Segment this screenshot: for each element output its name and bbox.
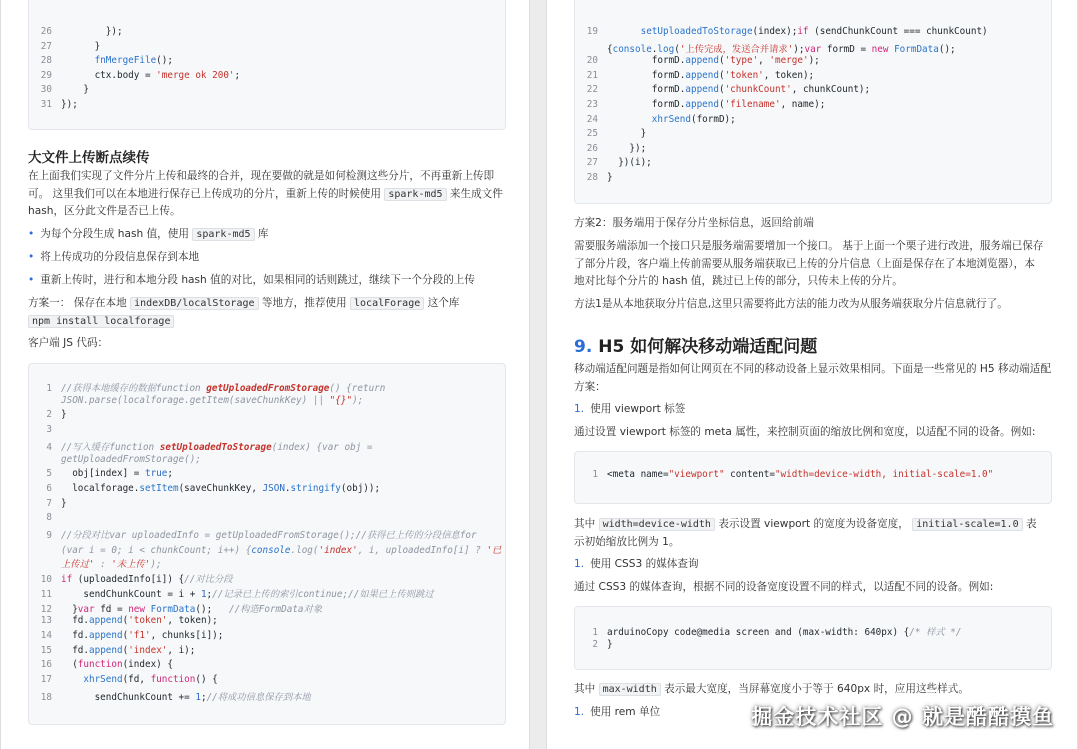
line-number: 17 bbox=[40, 674, 52, 685]
line-number: 24 bbox=[586, 113, 598, 125]
bullet-item: • 将上传成功的分段信息保存到本地 bbox=[28, 251, 200, 263]
code-line bbox=[29, 498, 499, 509]
code-line bbox=[575, 114, 1045, 125]
code-line bbox=[575, 99, 1045, 110]
code-text: } bbox=[607, 172, 613, 183]
line-number: 26 bbox=[586, 142, 598, 154]
code-text: ctx.body = 'merge ok 200'; bbox=[61, 69, 241, 81]
line-number: 18 bbox=[40, 691, 52, 703]
code-block-viewport bbox=[574, 451, 1052, 504]
plan-one-line-2 bbox=[28, 313, 508, 331]
code-text: fd.append('token', token); bbox=[61, 615, 218, 627]
code-text: } bbox=[61, 497, 67, 509]
code-line bbox=[29, 424, 499, 435]
code-text: formD.append('type', 'merge'); bbox=[607, 55, 820, 67]
line-number: 27 bbox=[40, 40, 52, 52]
inline-code: indexDB/localStorage bbox=[130, 297, 258, 310]
code-line bbox=[29, 439, 499, 453]
code-line bbox=[575, 624, 1045, 638]
line-number: 27 bbox=[586, 157, 598, 169]
code-text: //分段对比var uploadedInfo = getUploadedFromStorage();//获得已上传的分段信息for bbox=[61, 530, 477, 541]
code-line bbox=[29, 41, 499, 52]
code-line bbox=[575, 128, 1045, 139]
code-line bbox=[29, 483, 499, 494]
code-text: 上传过' : '未上传'); bbox=[61, 559, 162, 571]
line-number: 10 bbox=[40, 574, 52, 586]
code-line bbox=[575, 26, 1045, 37]
line-number: 26 bbox=[40, 26, 52, 37]
code-line bbox=[575, 157, 1045, 168]
code-line bbox=[29, 542, 502, 556]
plan-one-paragraph bbox=[28, 295, 508, 330]
code-line bbox=[29, 70, 499, 81]
code-text: xhrSend(fd, function() { bbox=[83, 674, 218, 685]
code-line bbox=[29, 380, 499, 394]
code-text: sendChunkCount += 1;//将成功信息保存到本地 bbox=[61, 691, 311, 703]
watermark: 掘金技术社区 @ 就是酷酷摸鱼 bbox=[751, 705, 1054, 729]
code-line bbox=[29, 615, 499, 626]
code-line bbox=[29, 26, 499, 37]
line-number: 7 bbox=[46, 497, 52, 509]
line-number: 1 bbox=[592, 627, 598, 638]
line-number: 14 bbox=[40, 629, 52, 641]
code-text: formD.append('chunkCount', chunkCount); bbox=[607, 84, 871, 96]
line-number: 12 bbox=[40, 603, 52, 615]
left-page bbox=[0, 0, 530, 749]
line-number: 31 bbox=[40, 99, 52, 110]
line-number: 5 bbox=[46, 468, 52, 480]
code-line bbox=[29, 409, 499, 420]
right-page bbox=[546, 0, 1078, 749]
intro-line-1: 在上面我们实现了文件分片上传和最终的合并，现在要做的就是如何检测这些分片，不再重新上传即 bbox=[28, 170, 495, 182]
line-number: 15 bbox=[40, 644, 52, 656]
code-line bbox=[29, 527, 499, 541]
line-number: 11 bbox=[40, 588, 52, 600]
inline-code: max-width bbox=[599, 683, 661, 696]
code-text: } bbox=[607, 638, 613, 650]
code-block-client-js bbox=[28, 363, 506, 725]
code-line bbox=[29, 674, 499, 685]
line-number: 6 bbox=[46, 482, 52, 494]
code-text: }); bbox=[61, 26, 123, 37]
inline-code: spark-md5 bbox=[384, 188, 446, 201]
bullet-dot-icon: • bbox=[28, 228, 35, 240]
intro-line-2: 可。 这里我们可以在本地进行保存已上传成功的分片，重新上传的时候使用 spark-md5 来生成文件 bbox=[28, 187, 503, 200]
code-line bbox=[29, 454, 499, 465]
code-text: formD.append('token', token); bbox=[607, 69, 815, 81]
server-paragraph: 需要服务端添加一个接口只是服务端需要增加一个接口。 基于上面一个栗子进行改进，服务端已保存 了部分片段，客户端上传前需要从服务端获取已上传的分片信息（上面是保存在了本地浏览器），本 地对比每个分片的 hash 值，跳过已上传的部分，只传未上传的分片。 bbox=[574, 240, 1044, 287]
line-number: 9 bbox=[46, 530, 52, 541]
line-number: 25 bbox=[586, 128, 598, 140]
code-text: {console.log('上传完成，发送合并请求');var formD = new FormData(); bbox=[607, 43, 956, 55]
ordered-item: 1. 使用 viewport 标签 bbox=[574, 403, 686, 415]
bullet-dot-icon: • bbox=[28, 274, 35, 286]
code-block-merge-request bbox=[574, 0, 1052, 204]
code-line bbox=[29, 659, 499, 670]
section-title: 9. H5 如何解决移动端适配问题 bbox=[574, 337, 818, 357]
code-line bbox=[29, 55, 499, 66]
code-text: if (uploadedInfo[i]) {//对比分段 bbox=[61, 574, 233, 586]
code-line bbox=[29, 571, 499, 585]
code-text: } bbox=[61, 84, 89, 96]
plan-two-label: 方案2：服务端用于保存分片坐标信息，返回给前端 bbox=[574, 217, 814, 229]
code-text: }); bbox=[61, 99, 78, 110]
code-line bbox=[29, 601, 499, 615]
code-text: formD.append('filename', name); bbox=[607, 99, 826, 110]
code-line bbox=[575, 55, 1045, 66]
section-number: 9. bbox=[574, 337, 593, 357]
code-text: JSON.parse(localforage.getItem(saveChunkKey) || "{}"); bbox=[61, 394, 364, 406]
code-text: fnMergeFile(); bbox=[94, 55, 173, 67]
intro-line-3: hash，区分此文件是否已上传。 bbox=[28, 205, 181, 217]
line-number: 4 bbox=[46, 441, 52, 453]
line-number: 1 bbox=[592, 469, 598, 480]
code-text: } bbox=[607, 128, 647, 140]
line-number: 2 bbox=[46, 409, 52, 421]
code-line bbox=[575, 84, 1045, 95]
code-block-media-query bbox=[574, 606, 1052, 670]
inline-code: width=device-width bbox=[599, 518, 715, 531]
code-text: (var i = 0; i < chunkCount; i++) {console.log('index', i, uploadedInfo[i] ? '已 bbox=[61, 544, 502, 556]
code-text: setUploadedToStorage(index);if (sendChunkCount === chunkCount) bbox=[640, 26, 988, 37]
code-text: fd.append('index', i); bbox=[61, 644, 196, 656]
code-text: }var fd = new FormData(); //构造FormData对象 bbox=[61, 603, 323, 615]
line-number: 8 bbox=[46, 512, 52, 524]
code-line bbox=[29, 586, 499, 600]
code-text: arduinoCopy code@media screen and (max-width: 640px) {/* 样式 */ bbox=[607, 627, 962, 638]
ordered-item: 1. 使用 rem 单位 bbox=[574, 706, 661, 718]
line-number: 2 bbox=[592, 638, 598, 650]
line-number: 22 bbox=[586, 84, 598, 96]
code-text: getUploadedFromStorage(); bbox=[61, 453, 201, 465]
line-number: 19 bbox=[586, 26, 598, 37]
inline-code: localForage bbox=[350, 297, 424, 310]
code-text: }); bbox=[607, 142, 647, 154]
code-line bbox=[29, 689, 499, 703]
code-text: fd.append('f1', chunks[i]); bbox=[61, 629, 224, 641]
client-code-label: 客户端 JS 代码： bbox=[28, 337, 109, 349]
inline-code: npm install localforage bbox=[28, 315, 174, 328]
intro-paragraph bbox=[28, 168, 508, 221]
media-query-paragraph: 通过 CSS3 的媒体查询，根据不同的设备宽度设置不同的样式，以适配不同的设备。例如: bbox=[574, 581, 994, 593]
code-text: <meta name="viewport" content="width=device-width, initial-scale=1.0" bbox=[607, 469, 994, 480]
line-number: 28 bbox=[586, 172, 598, 183]
code-line bbox=[575, 639, 1045, 650]
code-text: localforage.setItem(saveChunkKey, JSON.stringify(obj)); bbox=[61, 482, 381, 494]
method-one-paragraph: 方法1是从本地获取分片信息,这里只需要将此方法的能力改为从服务端获取分片信息就行了。 bbox=[574, 298, 1008, 310]
code-line bbox=[575, 70, 1045, 81]
line-number: 28 bbox=[40, 55, 52, 67]
code-text: //获得本地缓存的数据function getUploadedFromStorage() {return bbox=[61, 383, 386, 394]
code-line bbox=[575, 172, 1045, 183]
bullet-dot-icon: • bbox=[28, 251, 35, 263]
line-number: 16 bbox=[40, 659, 52, 671]
mobile-intro-paragraph: 移动端适配问题是指如何让网页在不同的移动设备上显示效果相同。下面是一些常见的 H5 移动端适配 方案： bbox=[574, 363, 1051, 393]
code-text: } bbox=[61, 40, 101, 52]
viewport-explain-paragraph: 其中 width=device-width 表示设置 viewport 的宽度为设备宽度， initial-scale=1.0 表 示初始缩放比例为 1。 bbox=[574, 518, 1037, 548]
line-number: 3 bbox=[46, 424, 52, 436]
max-width-paragraph: 其中 max-width 表示最大宽度，当屏幕宽度小于等于 640px 时，应用这些样式。 bbox=[574, 683, 969, 695]
bullet-item: • 为每个分段生成 hash 值，使用 spark-md5 库 bbox=[28, 228, 269, 240]
line-number: 23 bbox=[586, 99, 598, 110]
line-number: 21 bbox=[586, 69, 598, 81]
code-line bbox=[29, 99, 499, 110]
line-number: 30 bbox=[40, 84, 52, 96]
code-line bbox=[29, 512, 499, 523]
code-text: //写入缓存function setUploadedToStorage(index) {var obj = bbox=[61, 441, 373, 453]
inline-code: initial-scale=1.0 bbox=[912, 518, 1022, 531]
code-line bbox=[29, 395, 499, 406]
bullet-item: • 重新上传时，进行和本地分段 hash 值的对比，如果相同的话则跳过，继续下一个分段的上传 bbox=[28, 274, 475, 286]
code-line bbox=[29, 630, 499, 641]
line-number: 13 bbox=[40, 615, 52, 627]
line-number: 29 bbox=[40, 69, 52, 81]
code-line bbox=[575, 469, 1045, 480]
code-text: })(i); bbox=[607, 157, 652, 169]
ordered-item: 1. 使用 CSS3 的媒体查询 bbox=[574, 558, 699, 570]
code-line bbox=[29, 84, 499, 95]
viewport-paragraph: 通过设置 viewport 标签的 meta 属性，来控制页面的缩放比例和宽度，以适配不同的设备。例如: bbox=[574, 426, 1036, 438]
code-line bbox=[29, 556, 499, 570]
code-line bbox=[575, 41, 1045, 55]
code-line bbox=[29, 645, 499, 656]
code-line bbox=[29, 468, 499, 479]
line-number: 20 bbox=[586, 55, 598, 67]
code-text: sendChunkCount = i + 1;//记录已上传的索引continue;//如果已上传则跳过 bbox=[61, 588, 434, 600]
code-text: } bbox=[61, 409, 67, 421]
section-heading: 大文件上传断点续传 bbox=[28, 150, 150, 166]
line-number: 1 bbox=[46, 383, 52, 394]
inline-code: spark-md5 bbox=[192, 228, 254, 241]
code-line bbox=[575, 143, 1045, 154]
plan-one-line-1: 方案一： 保存在本地 indexDB/localStorage 等地方，推荐使用 localForage 这个库 bbox=[28, 297, 460, 309]
code-text: obj[index] = true; bbox=[61, 468, 173, 480]
code-text: xhrSend(formD); bbox=[651, 113, 736, 125]
code-text: (function(index) { bbox=[61, 659, 173, 671]
code-block-merge-end bbox=[28, 0, 506, 130]
